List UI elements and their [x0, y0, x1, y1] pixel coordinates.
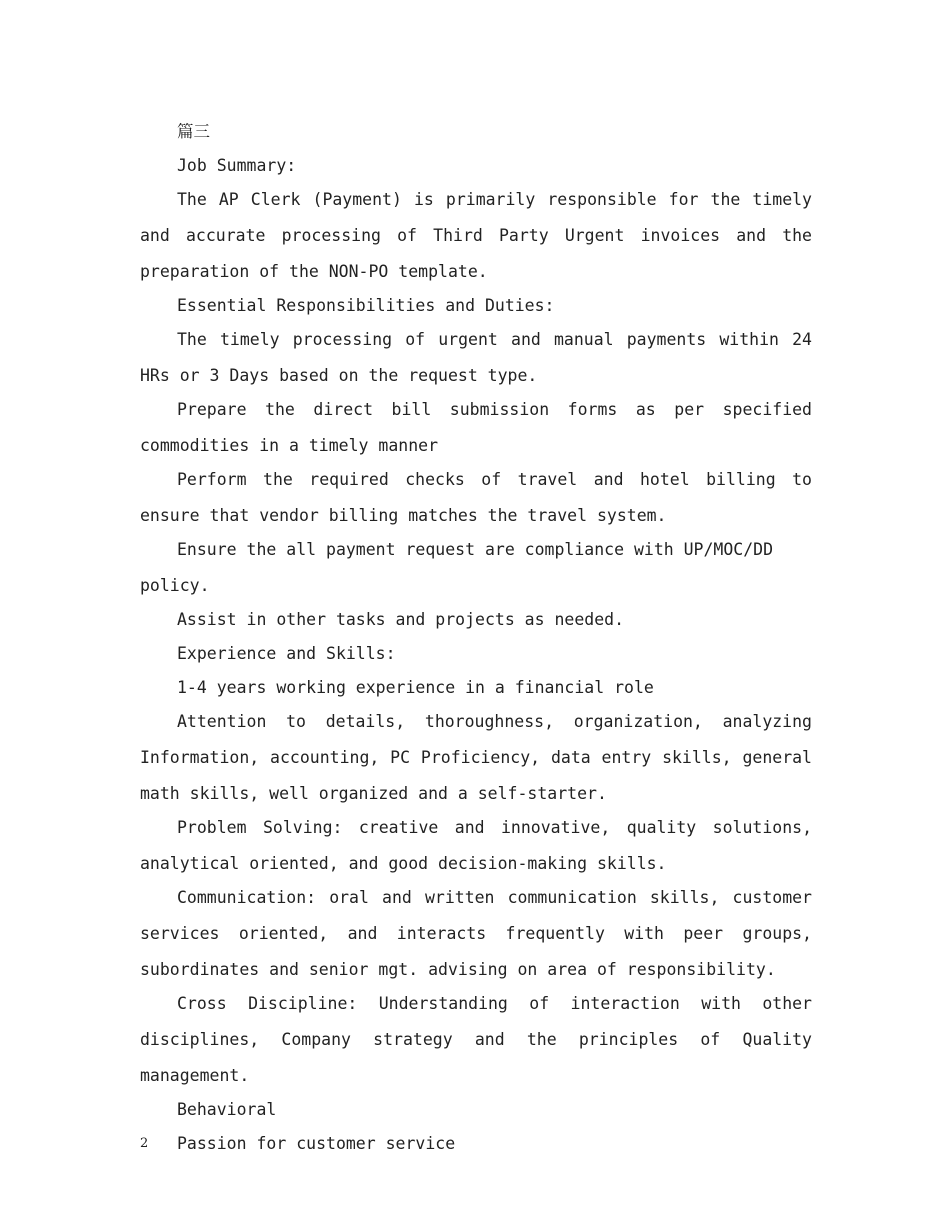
section-title: 篇三 [177, 122, 210, 141]
paragraph-responsibilities-heading: Essential Responsibilities and Duties: [177, 296, 555, 315]
paragraph-experience-heading: Experience and Skills: [177, 644, 396, 663]
paragraph-job-summary-heading: Job Summary: [177, 156, 297, 175]
paragraph-duty-urgent-payments: The timely processing of urgent and manual payments within 24 HRs or 3 Days based on the request type. [140, 330, 812, 385]
document-body [140, 114, 812, 1160]
paragraph-job-summary: The AP Clerk (Payment) is primarily responsible for the timely and accurate processing of Third Party Urgent invoices and the preparation of the NON-PO template. [140, 190, 812, 281]
paragraph-duty-direct-bill: Prepare the direct bill submission forms as per specified commodities in a timely manner [140, 400, 812, 455]
paragraph-behavioral-heading: Behavioral [177, 1100, 277, 1119]
paragraph-duty-assist: Assist in other tasks and projects as needed. [177, 610, 625, 629]
paragraph-behavioral-customer-service: Passion for customer service [177, 1134, 456, 1153]
paragraph-duty-travel-checks: Perform the required checks of travel and hotel billing to ensure that vendor billing matches the travel system. [140, 470, 812, 525]
paragraph-skill-communication: Communication: oral and written communication skills, customer services oriented, and interacts frequently with peer groups, subordinates and senior mgt. advising on area of responsibility. [140, 888, 812, 979]
paragraph-skill-attention: Attention to details, thoroughness, organization, analyzing Information, accounting, PC Proficiency, data entry skills, general math skills, well organized and a self-starter. [140, 712, 812, 803]
paragraph-skill-problem-solving: Problem Solving: creative and innovative, quality solutions, analytical oriented, and good decision-making skills. [140, 818, 812, 873]
paragraph-experience-years: 1-4 years working experience in a financial role [177, 678, 654, 697]
page-number: 2 [140, 1136, 149, 1151]
paragraph-duty-compliance: Ensure the all payment request are compliance with UP/MOC/DD policy. [140, 540, 774, 595]
paragraph-skill-cross-discipline: Cross Discipline: Understanding of interaction with other disciplines, Company strategy and the principles of Quality management. [140, 994, 812, 1085]
